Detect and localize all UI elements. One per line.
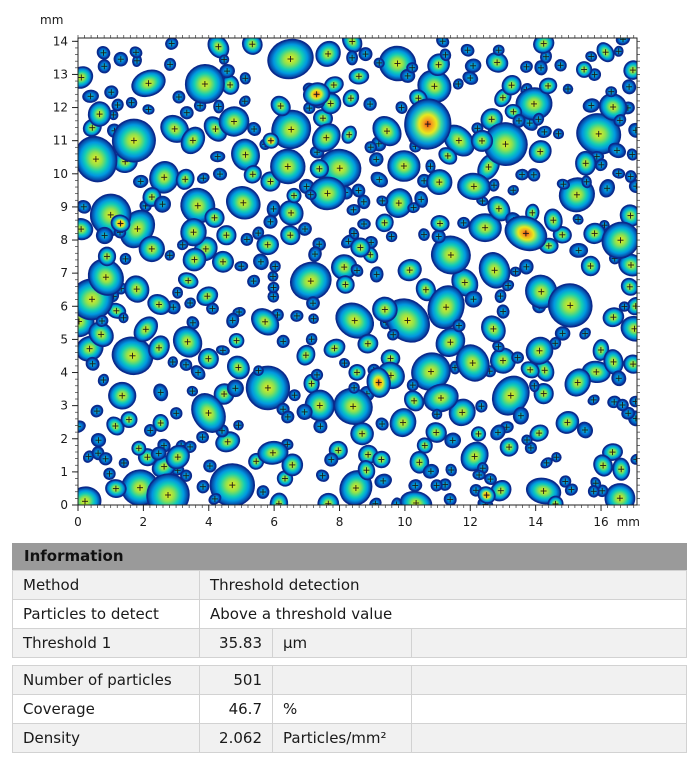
table-row — [13, 695, 687, 724]
result-value: 46.7 — [200, 695, 273, 724]
table-row — [13, 600, 687, 629]
particle — [172, 287, 182, 298]
particle — [406, 62, 417, 73]
table-row — [13, 666, 687, 695]
y-tick-label: 4 — [60, 365, 68, 380]
y-tick-label: 2 — [60, 431, 68, 446]
y-tick-label: 14 — [52, 34, 68, 49]
x-tick-label: 16 — [593, 515, 609, 529]
particle — [121, 412, 137, 427]
result-unit: Particles/mm² — [273, 724, 412, 753]
particle — [575, 151, 596, 175]
particle — [570, 244, 587, 257]
y-tick-label: 13 — [52, 67, 68, 82]
particle — [119, 313, 128, 322]
particle — [473, 470, 486, 480]
particle — [512, 352, 524, 363]
particle — [577, 62, 592, 78]
x-tick-label: 2 — [139, 515, 148, 529]
x-tick-label: 0 — [74, 515, 82, 529]
row-empty — [412, 724, 687, 753]
x-tick-label: 4 — [204, 515, 213, 529]
row-value: Threshold detection — [200, 571, 687, 600]
result-unit: % — [273, 695, 412, 724]
y-tick-label: 7 — [60, 266, 68, 281]
y-tick-label: 8 — [60, 233, 68, 248]
particle — [235, 261, 248, 271]
particle — [588, 485, 599, 497]
particle — [82, 90, 98, 103]
y-tick-label: 5 — [60, 332, 68, 347]
particle — [181, 470, 192, 481]
settings-table — [12, 570, 687, 658]
results-table — [12, 665, 687, 753]
x-tick-label: 12 — [462, 515, 478, 529]
particle — [211, 151, 225, 161]
particle — [519, 259, 533, 274]
row-empty — [412, 695, 687, 724]
particle — [233, 420, 244, 430]
y-tick-label: 10 — [52, 166, 68, 181]
table-row — [13, 629, 687, 658]
result-value: 2.062 — [200, 724, 273, 753]
particle — [206, 303, 218, 314]
particle — [214, 100, 224, 112]
x-tick-label: 10 — [397, 515, 413, 529]
particle — [267, 201, 280, 218]
particle — [553, 129, 564, 139]
result-label: Coverage — [13, 695, 200, 724]
table-row — [13, 571, 687, 600]
information-title: Information — [12, 543, 687, 570]
particle — [372, 451, 390, 468]
x-tick-label: 14 — [528, 515, 544, 529]
result-value: 501 — [200, 666, 273, 695]
y-tick-label: 11 — [52, 133, 68, 148]
x-tick-label: 8 — [335, 515, 344, 529]
particle — [153, 414, 169, 431]
x-tick-label: 6 — [270, 515, 278, 529]
row-label: Particles to detect — [13, 600, 200, 629]
row-unit: µm — [273, 629, 412, 658]
particle — [120, 253, 131, 264]
row-empty — [412, 629, 687, 658]
table-row — [13, 724, 687, 753]
particle — [349, 68, 369, 84]
row-label: Method — [13, 571, 200, 600]
particle — [581, 256, 600, 276]
row-value: Above a threshold value — [200, 600, 687, 629]
particle — [619, 302, 629, 312]
x-axis-unit: mm — [616, 515, 640, 529]
particle — [164, 58, 176, 71]
particle — [606, 87, 617, 97]
particle — [98, 60, 110, 73]
y-tick-label: 12 — [52, 100, 68, 115]
particle — [418, 228, 430, 241]
row-value: 35.83 — [200, 629, 273, 658]
y-tick-label: 9 — [60, 199, 68, 214]
y-tick-label: 1 — [60, 464, 68, 479]
y-tick-label: 3 — [60, 398, 68, 413]
particle — [386, 231, 397, 242]
result-label: Number of particles — [13, 666, 200, 695]
particle — [516, 169, 529, 180]
particle — [268, 272, 277, 281]
row-empty — [412, 666, 687, 695]
information-panel — [12, 543, 687, 753]
particle — [529, 380, 539, 392]
particle — [99, 247, 116, 265]
particle — [347, 51, 357, 65]
particle — [614, 46, 624, 57]
particle — [227, 380, 244, 398]
y-tick-label: 0 — [60, 498, 68, 512]
particle — [358, 219, 370, 229]
particle — [426, 160, 435, 172]
y-axis-unit: mm — [40, 13, 64, 27]
row-label: Threshold 1 — [13, 629, 200, 658]
y-tick-label: 6 — [60, 299, 68, 314]
result-label: Density — [13, 724, 200, 753]
particle — [612, 458, 630, 481]
result-unit — [273, 666, 412, 695]
particle — [476, 400, 487, 412]
